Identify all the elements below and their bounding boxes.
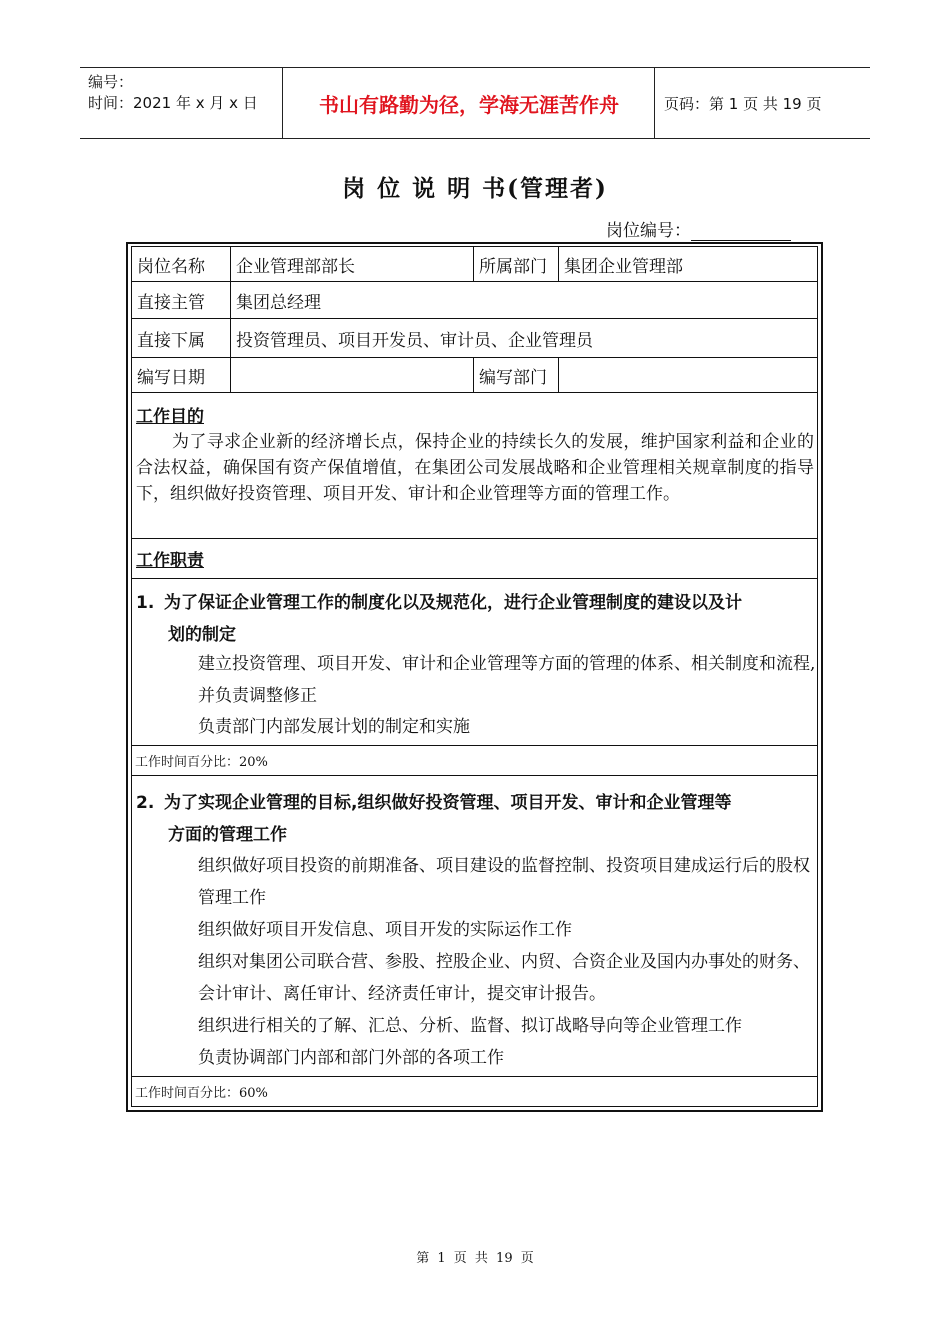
page-footer: 第 1 页 共 19 页 — [416, 1251, 534, 1266]
post-name-label: 岗位名称 — [132, 247, 231, 282]
list-item — [162, 711, 817, 743]
list-item-text: 组织进行相关的了解、汇总、分析、监督、拟订战略导向等企业管理工作 — [198, 1016, 742, 1036]
section-divider — [132, 578, 817, 579]
post-number-label: 岗位编号： — [606, 221, 691, 241]
duty-title-line: 方面的管理工作 — [168, 825, 287, 845]
info-table — [131, 246, 818, 393]
header-page-info: 页码：第 1 页 共 19 页 — [664, 95, 822, 113]
post-number — [606, 216, 791, 241]
list-item-text: 组织对集团公司联合营、参股、控股企业、内贸、合资企业及国内办事处的财务、会计审计、离任审计、经济责任审计，提交审计报告。 — [198, 952, 810, 1004]
supervisor-value: 集团总经理 — [231, 282, 818, 319]
list-item — [162, 1010, 817, 1042]
post-name-value: 企业管理部部长 — [231, 247, 474, 282]
duties-heading: 工作职责 — [136, 551, 204, 571]
list-item — [162, 648, 817, 712]
date-label: 编写日期 — [132, 358, 231, 393]
writer-dept-label: 编写部门 — [474, 358, 559, 393]
list-item-text: 建立投资管理、项目开发、审计和企业管理等方面的管理的体系、相关制度和流程,并负责调整修正 — [198, 654, 816, 706]
writer-dept-value — [559, 358, 818, 393]
section-divider — [132, 775, 817, 776]
header-divider — [654, 68, 655, 138]
duty-title-line: 为了实现企业管理的目标,组织做好投资管理、项目开发、审计和企业管理等 — [164, 793, 732, 813]
list-item-text: 组织做好项目投资的前期准备、项目建设的监督控制、投资项目建成运行后的股权管理工作 — [198, 856, 810, 908]
department-value: 集团企业管理部 — [559, 247, 818, 282]
purpose-text: 为了寻求企业新的经济增长点，保持企业的持续长久的发展，维护国家利益和企业的合法权益，确保国有资产保值增值，在集团公司发展战略和企业管理相关规章制度的指导下，组织做好投资管理、项目开发、审计和企业管理等方面的管理工作。 — [136, 432, 814, 504]
header-motto: 书山有路勤为径，学海无涯苦作舟 — [319, 92, 619, 117]
time-percentage: 工作时间百分比：60% — [135, 1086, 268, 1101]
supervisor-label: 直接主管 — [132, 282, 231, 319]
duty-title-line: 划的制定 — [168, 625, 236, 645]
list-item-text: 组织做好项目开发信息、项目开发的实际运作工作 — [198, 920, 572, 940]
purpose-heading: 工作目的 — [136, 407, 204, 427]
duty-title-line: 为了保证企业管理工作的制度化以及规范化，进行企业管理制度的建设以及计 — [164, 593, 742, 613]
list-item — [162, 1042, 817, 1074]
duty-2-title — [136, 787, 816, 851]
subordinates-value: 投资管理员、项目开发员、审计员、企业管理员 — [231, 319, 818, 358]
header-divider — [282, 68, 283, 138]
list-item — [162, 946, 817, 1010]
list-item — [162, 914, 817, 946]
duty-number: 1. — [136, 593, 155, 613]
table-row — [132, 319, 818, 358]
time-label: 时间：2021 年 x 月 x 日 — [88, 94, 258, 112]
document-title: 岗 位 说 明 书(管理者) — [342, 175, 608, 202]
post-number-blank — [691, 222, 791, 241]
section-divider — [132, 538, 817, 539]
duty-number: 2. — [136, 793, 155, 813]
list-item-text: 负责部门内部发展计划的制定和实施 — [198, 717, 470, 737]
time-percentage: 工作时间百分比：20% — [135, 755, 268, 770]
list-item-text: 负责协调部门内部和部门外部的各项工作 — [198, 1048, 504, 1068]
section-divider — [132, 1076, 817, 1077]
list-item — [162, 850, 817, 914]
number-label: 编号： — [88, 73, 134, 91]
header-meta — [88, 72, 258, 114]
section-divider — [132, 745, 817, 746]
table-row — [132, 247, 818, 282]
table-row — [132, 282, 818, 319]
subordinates-label: 直接下属 — [132, 319, 231, 358]
department-label: 所属部门 — [474, 247, 559, 282]
table-row — [132, 358, 818, 393]
duty-1-title — [136, 587, 816, 651]
page-header — [80, 67, 870, 139]
date-value — [231, 358, 474, 393]
